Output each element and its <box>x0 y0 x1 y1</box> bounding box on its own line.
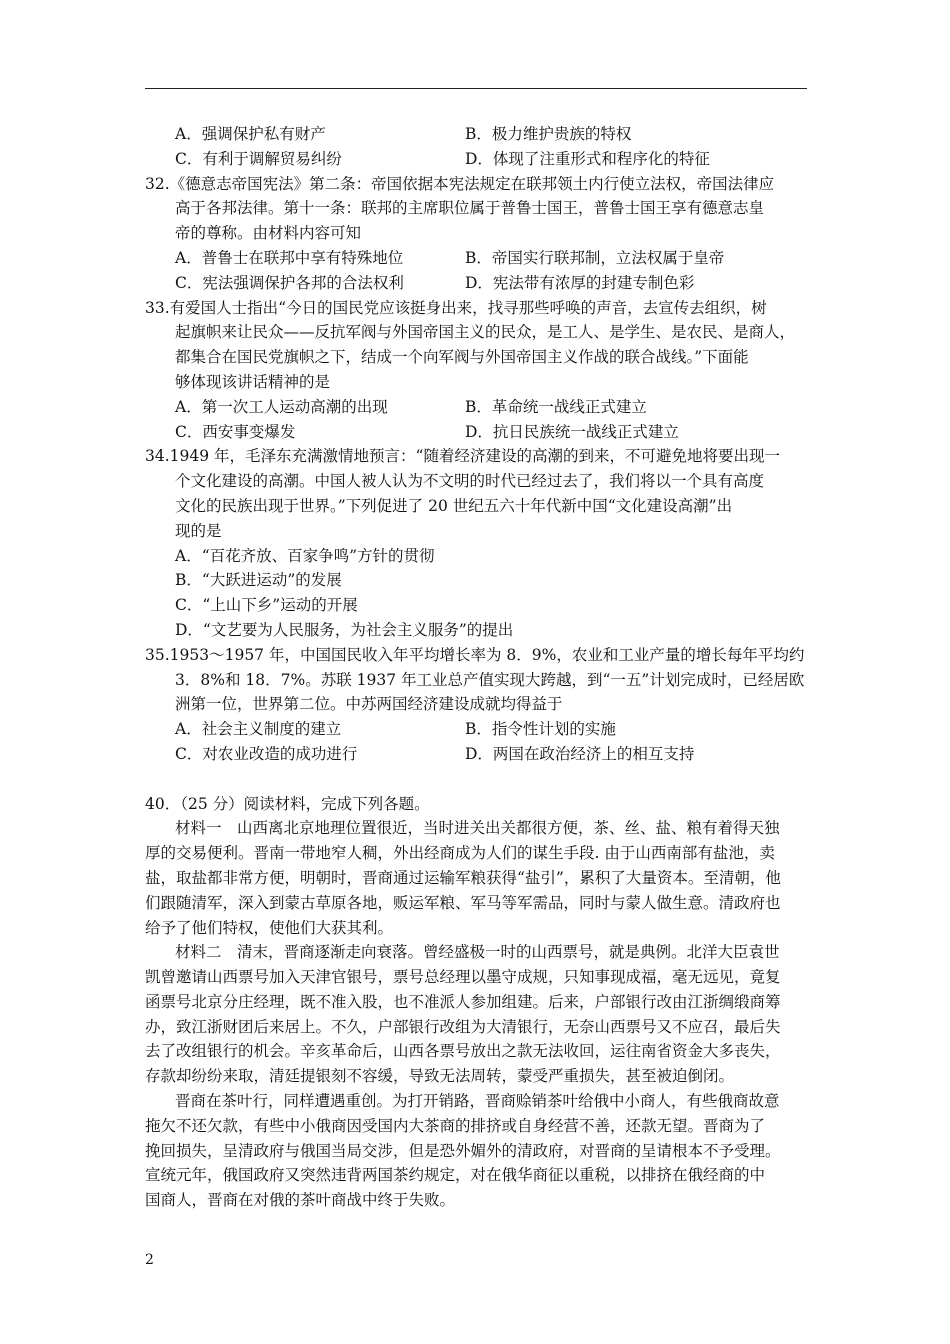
q33-stem-line-2: 起旗帜来让民众——反抗军阀与外国帝国主义的民众，是工人、是学生、是农民、是商人， <box>175 323 796 342</box>
q34-stem-line-1: 34.1949 年，毛泽东充满激情地预言：“随着经济建设的高潮的到来，不可避免地将要出现一 <box>145 447 780 466</box>
q33-stem-line-4: 够体现该讲话精神的是 <box>175 372 331 391</box>
q35-options-row-1 <box>145 717 811 742</box>
q32-stem-line-2: 高于各邦法律。第十一条：联邦的主席职位属于普鲁士国王，普鲁士国王享有德意志皇 <box>175 199 765 218</box>
q34-stem-line-4: 现的是 <box>175 521 222 540</box>
q40-material-2-line: 材料二 清末，晋商逐渐走向衰落。曾经盛极一时的山西票号，就是典例。北洋大臣袁世 <box>175 943 780 962</box>
q40-material-1-line: 给予了他们特权，使他们大获其利。 <box>145 918 394 937</box>
q33-stem-line-1: 33.有爱国人士指出“今日的国民党应该挺身出来，找寻那些呼唤的声音，去宣传去组织，树 <box>145 298 767 317</box>
q34-option-a: A．“百花齐放、百家争鸣”方针的贯彻 <box>175 546 435 565</box>
q31-options-row-1 <box>145 122 811 147</box>
q35-option-d: D．两国在政治经济上的相互支持 <box>465 744 695 763</box>
q32-option-b: B．帝国实行联邦制，立法权属于皇帝 <box>465 248 725 267</box>
q32-stem-line-3: 帝的尊称。由材料内容可知 <box>175 224 362 243</box>
q34-option-d: D．“文艺要为人民服务，为社会主义服务”的提出 <box>175 620 514 639</box>
q34-option-b: B．“大跃进运动”的发展 <box>175 571 342 590</box>
q33-stem-line-3: 都集合在国民党旗帜之下，结成一个向军阀与外国帝国主义作战的联合战线。”下面能 <box>175 348 749 367</box>
q40-header: 40．（25 分）阅读材料，完成下列各题。 <box>145 794 430 813</box>
q40-material-3-line: 拖欠不还欠款，有些中小俄商因受国内大茶商的排挤或自身经营不善，还款无望。晋商为了 <box>145 1116 766 1135</box>
q40-material-2-line: 去了改组银行的机会。辛亥革命后，山西各票号放出之款无法收回，运往南省资金大多丧失， <box>145 1042 781 1061</box>
q33-options-row-1 <box>145 395 811 420</box>
q35-option-a: A．社会主义制度的建立 <box>175 720 342 739</box>
q35-stem-line-2: 3．8%和 18．7%。苏联 1937 年工业总产值实现大跨越，到“一五”计划完成时，已经居欧 <box>175 670 805 689</box>
q33-options-row-2 <box>145 420 811 445</box>
q40-material-1-line: 们跟随清军，深入到蒙古草原各地，贩运军粮、军马等军需品，同时与蒙人做生意。清政府也 <box>145 893 781 912</box>
q40-material-3-line: 国商人，晋商在对俄的茶叶商战中终于失败。 <box>145 1191 456 1210</box>
q31-option-c: C．有利于调解贸易纠纷 <box>175 149 342 168</box>
q35-option-b: B．指令性计划的实施 <box>465 720 616 739</box>
q31-option-a: A．强调保护私有财产 <box>175 125 326 143</box>
q31-option-b: B．极力维护贵族的特权 <box>465 125 632 143</box>
section-spacer <box>145 767 811 792</box>
q31-option-d: D．体现了注重形式和程序化的特征 <box>465 149 710 168</box>
header-rule <box>145 88 807 89</box>
q32-stem-line-1: 32.《德意志帝国宪法》第二条：帝国依据本宪法规定在联邦领土内行使立法权，帝国法律应 <box>145 174 775 193</box>
q32-options-row-2 <box>145 271 811 296</box>
q35-stem-line-1: 35.1953～1957 年，中国国民收入年平均增长率为 8．9%，农业和工业产量的增长每年平均约 <box>145 645 805 664</box>
q34-stem-line-2: 个文化建设的高潮。中国人被人认为不文明的时代已经过去了，我们将以一个具有高度 <box>175 472 765 491</box>
q31-options-row-2 <box>145 147 811 172</box>
q40-material-1-line: 盐，取盐都非常方便，明朝时，晋商通过运输军粮获得“盐引”，累积了大量资本。至清朝，他 <box>145 868 781 887</box>
q32-option-d: D．宪法带有浓厚的封建专制色彩 <box>465 273 695 292</box>
q40-material-3-line: 挽回损失，呈清政府与俄国当局交涉，但是恐外媚外的清政府，对晋商的呈请根本不予受理。 <box>145 1141 781 1160</box>
q32-option-a: A．普鲁士在联邦中享有特殊地位 <box>175 248 404 267</box>
q40-material-2-line: 存款却纷纷来取，清廷提银刻不容缓，导致无法周转，蒙受严重损失，甚至被迫倒闭。 <box>145 1067 735 1086</box>
q33-option-a: A．第一次工人运动高潮的出现 <box>175 397 388 416</box>
q40-material-1-line: 厚的交易便利。晋南一带地窄人稠，外出经商成为人们的谋生手段. 由于山西南部有盐池，卖 <box>145 844 775 863</box>
q40-material-1-line: 材料一 山西离北京地理位置很近，当时进关出关都很方便，茶、丝、盐、粮有着得天独 <box>175 819 780 838</box>
q32-options-row-1 <box>145 246 811 271</box>
q40-material-2-line: 函票号北京分庄经理，既不准入股，也不准派人参加组建。后来，户部银行改由江浙绸缎商筹 <box>145 992 781 1011</box>
exam-page-body <box>145 122 811 1213</box>
page-number: 2 <box>145 1252 154 1268</box>
q40-material-2-line: 凯曾邀请山西票号加入天津官银号，票号总经理以墨守成规，只知事现成福，毫无远见，竟复 <box>145 968 781 987</box>
q33-option-c: C．西安事变爆发 <box>175 422 296 441</box>
q34-stem-line-3: 文化的民族出现于世界。”下列促进了 20 世纪五六十年代新中国“文化建设高潮”出 <box>175 496 733 515</box>
q35-stem-line-3: 洲第一位，世界第二位。中苏两国经济建设成就均得益于 <box>175 695 563 714</box>
q40-material-3-line: 宣统元年，俄国政府又突然违背两国茶约规定，对在俄华商征以重税，以排挤在俄经商的中 <box>145 1166 766 1185</box>
q35-option-c: C．对农业改造的成功进行 <box>175 744 358 763</box>
q35-options-row-2 <box>145 742 811 767</box>
q40-material-2-line: 办，致江浙财团后来居上。不久，户部银行改组为大清银行，无奈山西票号又不应召，最后失 <box>145 1017 781 1036</box>
q34-option-c: C．“上山下乡”运动的开展 <box>175 596 358 615</box>
q33-option-d: D．抗日民族统一战线正式建立 <box>465 422 679 441</box>
q33-option-b: B．革命统一战线正式建立 <box>465 397 647 416</box>
q40-material-3-line: 晋商在茶叶行，同样遭遇重创。为打开销路，晋商赊销茶叶给俄中小商人，有些俄商故意 <box>175 1092 780 1111</box>
q32-option-c: C．宪法强调保护各邦的合法权利 <box>175 273 404 292</box>
